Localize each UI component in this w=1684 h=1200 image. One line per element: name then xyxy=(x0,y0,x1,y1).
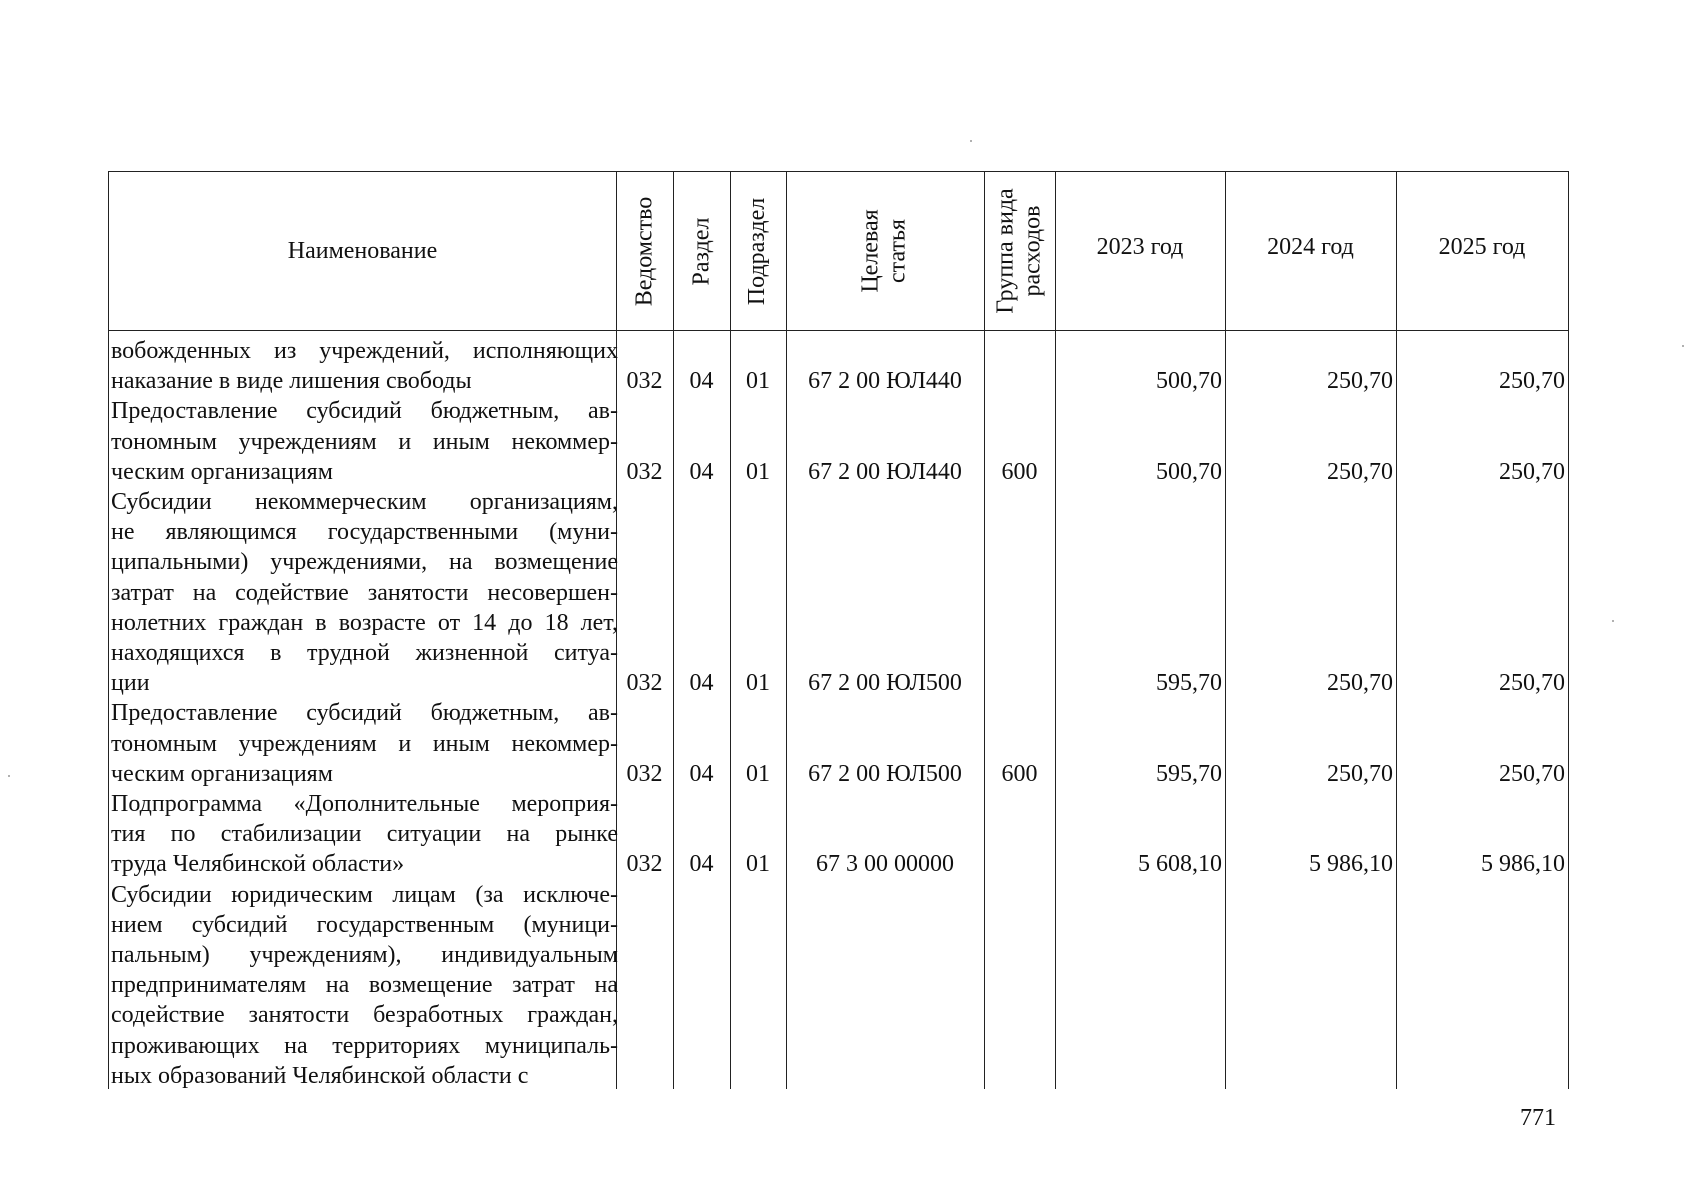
header-vedomstvo-label: Ведомство xyxy=(631,196,657,306)
row-tselevaya: 67 2 00 ЮЛ440 xyxy=(808,458,962,485)
header-gruppa xyxy=(984,172,1055,330)
header-tselevaya-line1: Целевая xyxy=(857,209,884,293)
row-vedomstvo: 032 xyxy=(626,458,663,485)
row-name-line: Предоставление субсидий бюджетным, ав- xyxy=(111,700,618,727)
row-name-line: тия по стабилизации ситуации на рынке xyxy=(111,821,618,848)
row-podrazdel: 01 xyxy=(746,851,770,878)
row-tselevaya: 67 2 00 ЮЛ440 xyxy=(808,368,962,395)
row-podrazdel: 01 xyxy=(746,760,770,787)
header-2025-label: 2025 год xyxy=(1438,234,1526,260)
row-name-line: содействие занятости безработных граждан, xyxy=(111,1002,618,1029)
header-gruppa-line2: расходов xyxy=(1019,205,1046,297)
row-2024: 5 986,10 xyxy=(1309,851,1393,878)
header-divider xyxy=(109,330,1568,331)
row-2024: 250,70 xyxy=(1327,458,1393,485)
row-2025: 5 986,10 xyxy=(1481,851,1565,878)
row-name-line: нолетних граждан в возрасте от 14 до 18 лет, xyxy=(111,609,618,636)
row-name-line: предпринимателям на возмещение затрат на xyxy=(111,972,618,999)
header-2023-label: 2023 год xyxy=(1096,234,1184,260)
row-2025: 250,70 xyxy=(1499,670,1565,697)
row-name xyxy=(111,698,618,789)
budget-table xyxy=(108,171,1569,1089)
row-2025: 250,70 xyxy=(1499,760,1565,787)
scan-speck xyxy=(8,775,10,777)
row-name-line: нием субсидий государственным (муници- xyxy=(111,911,618,938)
row-name xyxy=(111,789,618,880)
row-name-line: ных образований Челябинской области с xyxy=(111,1062,529,1089)
row-name-line: ции xyxy=(111,670,150,697)
row-tselevaya: 67 2 00 ЮЛ500 xyxy=(808,760,962,787)
header-tselevaya-line2: статья xyxy=(884,219,911,283)
row-name xyxy=(111,336,618,396)
row-gruppa: 600 xyxy=(1001,760,1038,787)
row-podrazdel: 01 xyxy=(746,368,770,395)
row-razdel: 04 xyxy=(689,760,714,787)
header-2023 xyxy=(1055,172,1225,330)
row-2023: 5 608,10 xyxy=(1138,851,1222,878)
header-gruppa-line1: Группа вида xyxy=(992,188,1019,314)
row-vedomstvo: 032 xyxy=(626,851,663,878)
header-gruppa-label xyxy=(993,188,1047,313)
row-name xyxy=(111,880,618,1091)
row-2024: 250,70 xyxy=(1327,760,1393,787)
row-2024: 250,70 xyxy=(1327,670,1393,697)
row-name-line: пальным) учреждениям), индивидуальным xyxy=(111,941,618,968)
row-razdel: 04 xyxy=(689,851,714,878)
row-tselevaya: 67 3 00 00000 xyxy=(816,851,954,878)
row-vedomstvo: 032 xyxy=(626,368,663,395)
row-razdel: 04 xyxy=(689,670,714,697)
header-2025 xyxy=(1396,172,1568,330)
row-name xyxy=(111,487,618,698)
header-tselevaya xyxy=(786,172,984,330)
row-name-line: труда Челябинской области» xyxy=(111,851,405,878)
row-name-line: тономным учреждениям и иным некоммер- xyxy=(111,428,618,455)
row-tselevaya: 67 2 00 ЮЛ500 xyxy=(808,670,962,697)
row-name-line: наказание в виде лишения свободы xyxy=(111,368,472,395)
row-name-line: ческим организациям xyxy=(111,458,333,485)
row-2023: 595,70 xyxy=(1156,760,1222,787)
row-2023: 500,70 xyxy=(1156,458,1222,485)
header-2024-label: 2024 год xyxy=(1267,234,1354,260)
header-razdel-label: Раздел xyxy=(688,217,715,285)
row-name-line: затрат на содействие занятости несовершен- xyxy=(111,579,618,606)
row-razdel: 04 xyxy=(689,458,714,485)
header-name xyxy=(109,172,616,330)
row-vedomstvo: 032 xyxy=(626,760,663,787)
row-name-line: не являющимся государственными (муни- xyxy=(111,519,618,546)
header-tselevaya-label xyxy=(858,209,912,292)
row-name-line: Предоставление субсидий бюджетным, ав- xyxy=(111,398,618,425)
header-vedomstvo xyxy=(616,172,673,330)
row-name-line: Подпрограмма «Дополнительные мероприя- xyxy=(111,791,618,817)
header-2024 xyxy=(1225,172,1396,330)
row-name-line: ческим организациям xyxy=(111,760,333,787)
row-name-line: находящихся в трудной жизненной ситуа- xyxy=(111,639,618,666)
row-razdel: 04 xyxy=(689,368,714,395)
row-podrazdel: 01 xyxy=(746,670,770,697)
row-name-line: Субсидии юридическим лицам (за исключе- xyxy=(111,881,618,908)
header-name-label: Наименование xyxy=(287,237,438,264)
row-name-line: ципальными) учреждениями, на возмещение xyxy=(111,549,618,576)
row-name xyxy=(111,396,618,487)
row-name-line: проживающих на территориях муниципаль- xyxy=(111,1032,618,1059)
row-2025: 250,70 xyxy=(1499,458,1565,485)
row-2024: 250,70 xyxy=(1327,368,1393,395)
page-number: 771 xyxy=(1520,1105,1556,1131)
row-name-line: Субсидии некоммерческим организациям, xyxy=(111,489,618,515)
row-gruppa: 600 xyxy=(1001,458,1038,485)
row-vedomstvo: 032 xyxy=(626,670,663,697)
scan-speck xyxy=(970,140,972,142)
row-name-line: вобожденных из учреждений, исполняющих xyxy=(111,338,618,364)
header-podrazdel xyxy=(730,172,786,330)
header-razdel xyxy=(673,172,730,330)
row-2025: 250,70 xyxy=(1499,368,1565,395)
header-podrazdel-label: Подраздел xyxy=(744,197,771,305)
row-2023: 500,70 xyxy=(1156,368,1222,395)
row-podrazdel: 01 xyxy=(746,458,770,485)
row-name-line: тономным учреждениям и иным некоммер- xyxy=(111,730,618,757)
row-2023: 595,70 xyxy=(1156,670,1222,697)
scan-speck xyxy=(1612,620,1614,622)
